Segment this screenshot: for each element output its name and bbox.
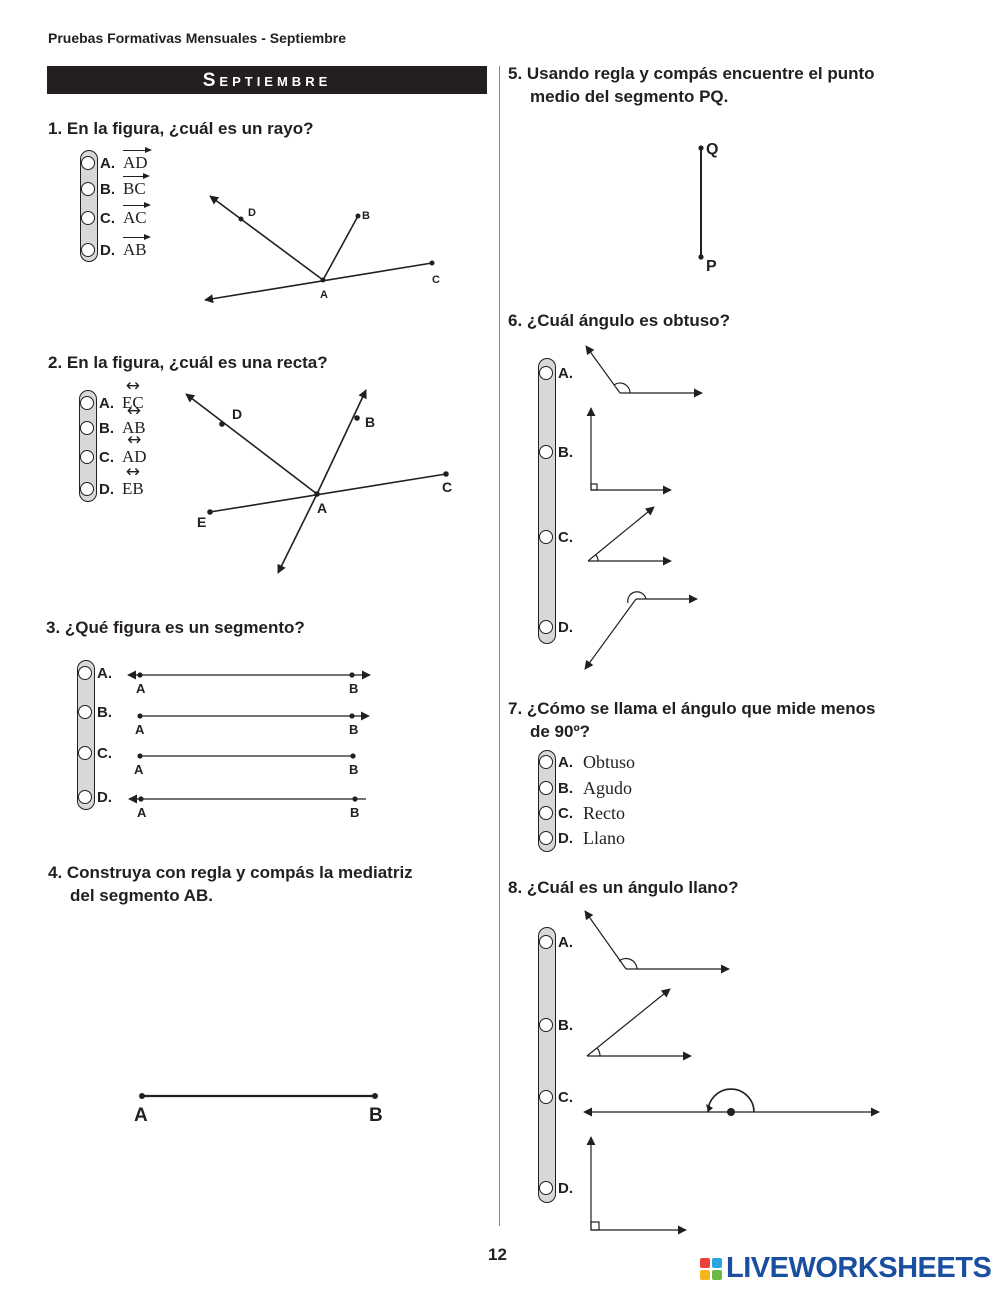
q3-b-label-a: A	[135, 722, 145, 737]
q4-label-a: A	[134, 1105, 148, 1126]
q7-option-d[interactable]: D. Llano	[539, 827, 625, 849]
q8-option-d[interactable]: D.	[539, 1177, 573, 1199]
q2-label-e: E	[197, 514, 207, 530]
question-1: 1. En la figura, ¿cuál es un rayo?	[48, 119, 314, 138]
logo-text: LIVEWORKSHEETS	[726, 1252, 992, 1284]
q1-label-a: A	[320, 289, 328, 301]
q6-option-d[interactable]: D.	[539, 616, 573, 638]
q3-b-label-b: B	[349, 722, 359, 737]
q5-label-q: Q	[706, 141, 719, 158]
q3-c-label-b: B	[349, 762, 359, 777]
q1-label-b: B	[362, 210, 370, 222]
q5-label-p: P	[706, 258, 717, 275]
question-4-line1: 4. Construya con regla y compás la mediatriz	[48, 863, 413, 882]
q3-d-label-b: B	[350, 805, 360, 820]
q2-option-a[interactable]: A. ↔ EC	[80, 392, 144, 414]
q7-option-b[interactable]: B. Agudo	[539, 777, 632, 799]
q3-option-c[interactable]: C.	[78, 742, 112, 764]
question-4-line2: del segmento AB.	[70, 886, 213, 905]
question-7-line2: de 90º?	[530, 722, 591, 741]
q3-c-label-a: A	[134, 762, 144, 777]
q2-label-d: D	[232, 406, 243, 422]
q8-option-b[interactable]: B.	[539, 1014, 573, 1036]
logo-mark-letter	[712, 1270, 722, 1280]
logo-mark-icon	[700, 1258, 722, 1280]
q7-option-a[interactable]: A. Obtuso	[539, 751, 635, 773]
q3-option-a[interactable]: A.	[78, 662, 112, 684]
q1-option-d[interactable]: D. AB	[81, 239, 147, 261]
question-2: 2. En la figura, ¿cuál es una recta?	[48, 353, 328, 372]
q1-option-b[interactable]: B. BC	[81, 178, 146, 200]
q8-option-c[interactable]: C.	[539, 1086, 573, 1108]
q6-option-b[interactable]: B.	[539, 441, 573, 463]
q2-label-a: A	[317, 500, 328, 516]
question-8: 8. ¿Cuál es un ángulo llano?	[508, 878, 739, 897]
liveworksheets-logo	[700, 1252, 991, 1285]
question-6: 6. ¿Cuál ángulo es obtuso?	[508, 311, 730, 330]
q4-label-b: B	[369, 1105, 383, 1126]
q3-option-b[interactable]: B.	[78, 701, 112, 723]
logo-mark-letter	[700, 1270, 710, 1280]
q6-option-a[interactable]: A.	[539, 362, 573, 384]
month-banner-title: Septiembre	[202, 70, 332, 91]
q3-a-label-b: B	[349, 681, 359, 696]
question-5-line2: medio del segmento PQ.	[530, 87, 729, 106]
q2-option-d[interactable]: D. ↔ EB	[80, 478, 144, 500]
q2-option-c[interactable]: C. ↔ AD	[80, 446, 147, 468]
q7-option-c[interactable]: C. Recto	[539, 802, 625, 824]
q3-option-d[interactable]: D.	[78, 786, 112, 808]
q2-option-b[interactable]: B. ↔ AB	[80, 417, 146, 439]
question-7-line1: 7. ¿Cómo se llama el ángulo que mide menos	[508, 699, 876, 718]
q8-option-a[interactable]: A.	[539, 931, 573, 953]
q1-option-a[interactable]: A. AD	[81, 152, 148, 174]
logo-mark-letter	[712, 1258, 722, 1268]
q2-label-b: B	[365, 414, 376, 430]
question-3: 3. ¿Qué figura es un segmento?	[46, 618, 305, 637]
q3-a-label-a: A	[136, 681, 146, 696]
q1-option-c[interactable]: C. AC	[81, 207, 147, 229]
q6-option-c[interactable]: C.	[539, 526, 573, 548]
question-5-line1: 5. Usando regla y compás encuentre el punto	[508, 64, 875, 83]
q3-d-label-a: A	[137, 805, 147, 820]
q2-label-c: C	[442, 479, 453, 495]
q1-label-c: C	[432, 274, 440, 286]
worksheet-header: Pruebas Formativas Mensuales - Septiembre	[48, 30, 346, 46]
page-number: 12	[488, 1245, 507, 1264]
logo-mark-letter	[700, 1258, 710, 1268]
q1-label-d: D	[248, 207, 256, 219]
